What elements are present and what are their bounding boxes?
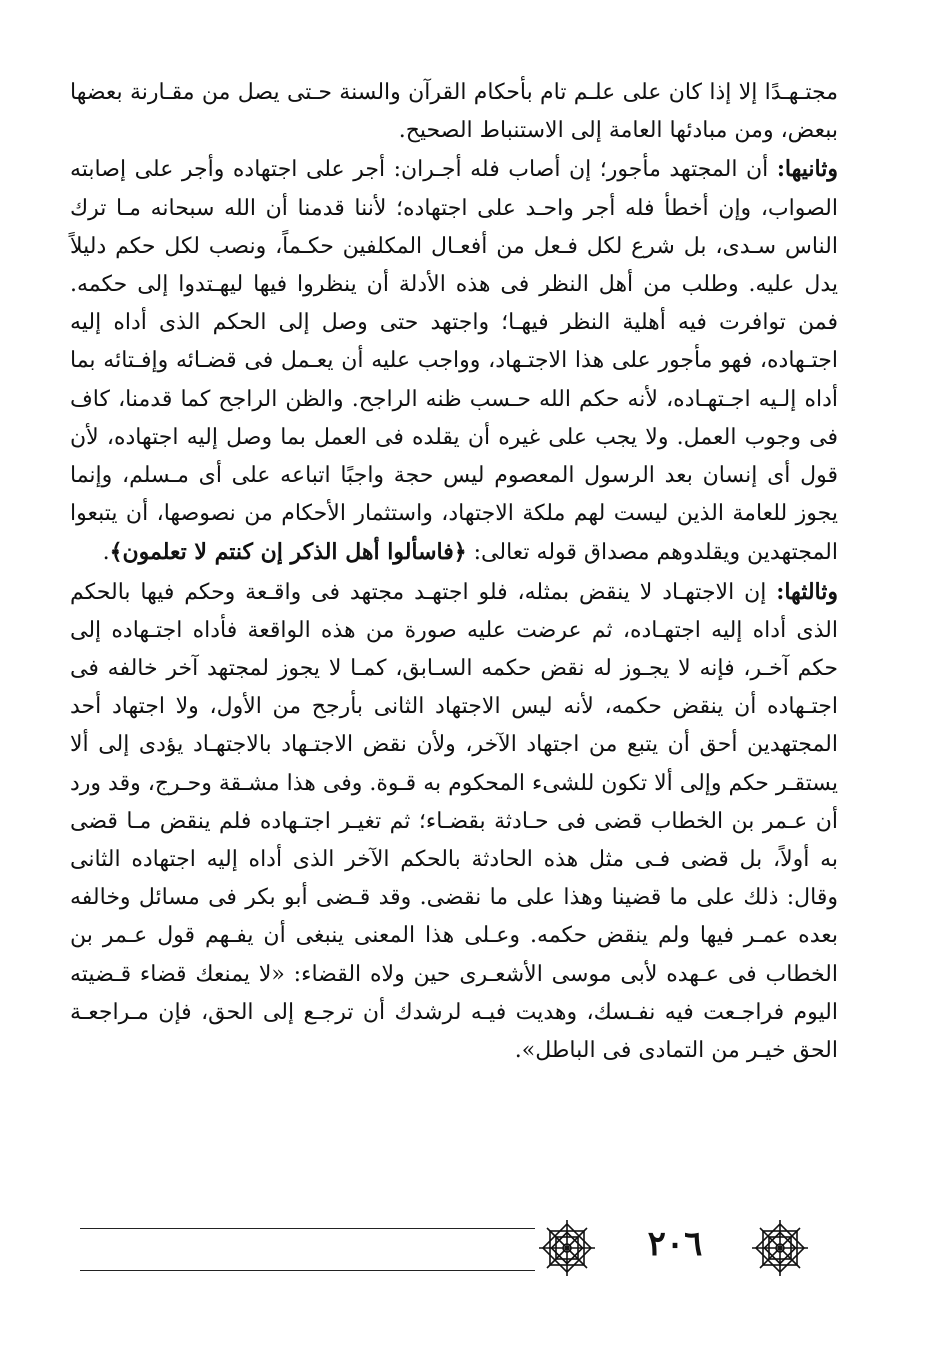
- paragraph-2: [70, 150, 838, 572]
- star-ornament-icon: [535, 1216, 599, 1280]
- page-number: ٢٠٦: [647, 1224, 703, 1264]
- paragraph-1: [70, 74, 838, 150]
- quran-verse: ﴿فاسألوا أهل الذكر إن كنتم لا تعلمون﴾: [109, 539, 467, 566]
- page-footer: [80, 1214, 850, 1284]
- body-text: [70, 74, 838, 1070]
- star-ornament-icon: [748, 1216, 812, 1280]
- paragraph-3-text: إن الاجتهـاد لا ينقض بمثله، فلو اجتهـد مجتهد فى واقـعة وحكم فيها بالحكم الذى أداه إليه اجتهـاده، ثم عرضت عليه صورة من هذه الواقعة فأداه اجتـهاده إلى حكم آخـر، فإنه لا يجـوز له نقض حكمه السـابق، كمـا لا يجوز لمجتهد آخر خالفه فى اجتـهاده أن ينقض حكمه، لأنه ليس الاجتهاد الثانى بأرجح من الأول، ولا اجتهاد أحد المجتهدين أحق أن يتبع من اجتهاد الآخر، ولأن نقض الاجتـهاد بالاجتهـاد يؤدى إلى ألا يستقـر حكم وإلى ألا تكون للشىء المحكوم به قـوة. وفى هذا مشـقة وحـرج، وقد ورد أن عـمر بن الخطاب قضى فى حـادثة بقضـاء؛ ثم تغيـر اجتـهاده فلم ينقض مـا قضى به أولاً، بل قضى فـى مثل هذه الحادثة بالحكم الآخر الذى أداه إليه اجتهاده الثانى وقال: ذلك على ما قضينا وهذا على ما نقضى. وقد قـضى أبو بكر فى مسائل وخالفه بعده عمـر فيها ولم ينقض حكمه. وعـلى هذا المعنى ينبغى أن يفـهم قول عـمر بن الخطاب فى عـهده لأبى موسى الأشعـرى حين ولاه القضاء: «لا يمنعك قضاء قـضيته اليوم فراجـعت فيه نفـسك، وهديت فيـه لرشدك أن ترجـع إلى الحق، فإن مـراجعـة الحق خيـر من التمادى فى الباطل».: [70, 579, 838, 1064]
- paragraph-2-text: أن المجتهد مأجور؛ إن أصاب فله أجـران: أجر على اجتهاده وأجر على إصابته الصواب، وإن أخطأ فله أجر واحـد على اجتهاده؛ لأننا قدمنا أن الله سبحانه مـا ترك الناس سـدى، بل شرع لكل فـعل من أفعـال المكلفين حكـماً، ونصب لكل حكم دليلاً يدل عليه. وطلب من أهل النظر فى هذه الأدلة أن ينظروا فيها ليهـتدوا إلى حكمه. فمن توافرت فيه أهلية النظر فيهـا؛ واجتهد حتى وصل إلى الحكم الذى أداه إليه اجتـهاده، فهو مأجور على هذا الاجتـهاد، وواجب عليه أن يعـمل فى قضـائه وإفـتائه بما أداه إلـيه اجـتهـاده، لأنه حكم الله حـسب ظنه الراجح. والظن الراجح كما قدمنا، كاف فى وجوب العمل. ولا يجب على غيره أن يقلده فى العمل بما وصل إليه اجتهاده، لأن قول أى إنسان بعد الرسول المعصوم ليس حجة واجبًا اتباعه على أى مـسلم، وإنما يجوز للعامة الذين ليست لهم ملكة الاجتهاد، واستثمار الأحكام من نصوصها، أن يتبعوا المجتهدين ويقلدوهم مصداق قوله تعالى:: [70, 157, 838, 566]
- footer-rule-top: [80, 1228, 535, 1229]
- paragraph-3-heading: وثالثها:: [776, 578, 838, 605]
- paragraph-3: [70, 573, 838, 1071]
- footer-rule-bottom: [80, 1270, 535, 1271]
- paragraph-2-tail: .: [102, 540, 110, 566]
- paragraph-2-heading: وثانيها:: [776, 156, 838, 183]
- paragraph-1-text: مجتـهـدًا إلا إذا كان على علـم تام بأحكام القرآن والسنة حـتى يصل من مقـارنة بعضها ببعض، ومن مبادئها العامة إلى الاستنباط الصحيح.: [70, 80, 838, 144]
